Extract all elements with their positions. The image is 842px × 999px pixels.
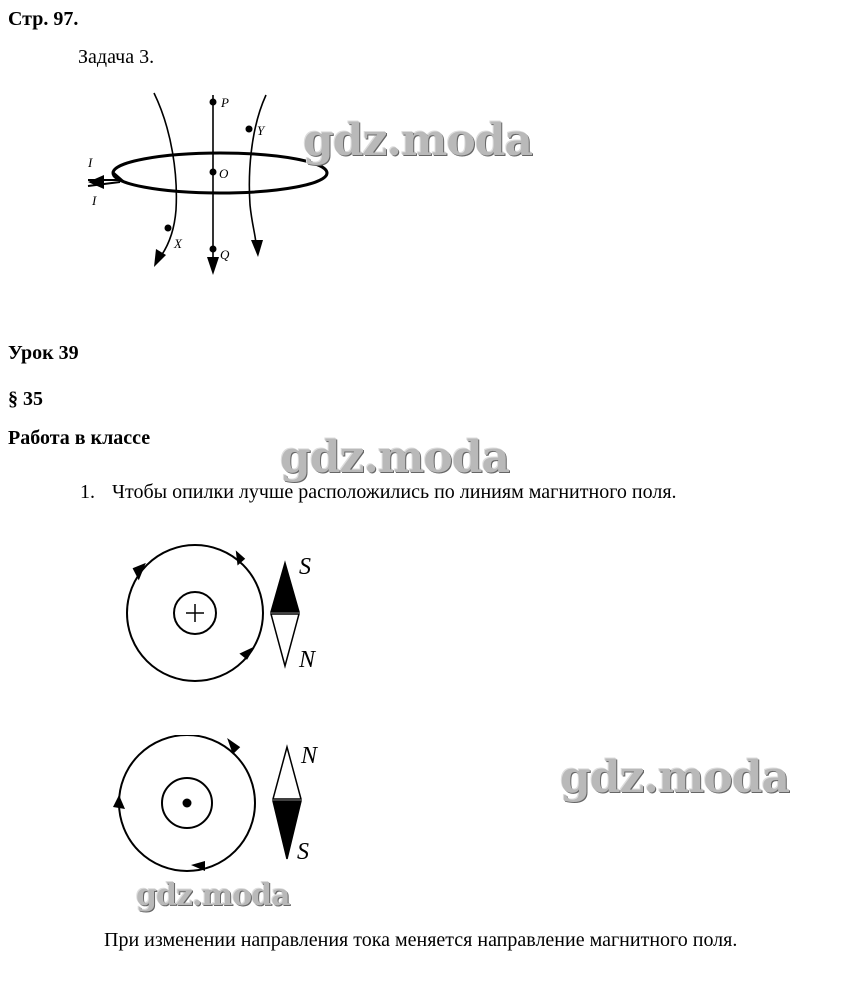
field-line-left — [154, 93, 176, 260]
label-o: O — [219, 166, 229, 181]
list-item-text: Чтобы опилки лучше расположились по линиям магнитного поля. — [112, 481, 677, 503]
label-current-top: I — [88, 155, 93, 170]
watermark: gdz.moda — [303, 115, 533, 166]
classwork-heading: Работа в классе — [8, 427, 151, 449]
arrow-icon — [238, 643, 254, 661]
list-item-number: 1. — [80, 481, 95, 503]
label-current-bottom: I — [92, 193, 97, 208]
point-q — [210, 246, 217, 253]
lesson-heading: Урок 39 — [8, 342, 79, 364]
compass-label-n: N — [301, 743, 318, 769]
conclusion-text: При изменении направления тока меняется направление магнитного поля. — [104, 929, 738, 951]
label-p: P — [221, 95, 229, 110]
field-into-page-figure — [115, 540, 340, 685]
field-out-of-page-figure — [105, 735, 340, 880]
compass-north-half — [271, 614, 299, 666]
compass-south-half — [271, 563, 299, 612]
watermark: gdz.moda — [280, 432, 510, 483]
point-o — [210, 169, 217, 176]
field-line-right — [249, 95, 266, 245]
point-x — [165, 225, 172, 232]
point-p — [210, 99, 217, 106]
current-loop-figure — [70, 85, 340, 285]
section-heading: § 35 — [8, 388, 43, 410]
point-y — [246, 126, 253, 133]
watermark: gdz.moda — [136, 878, 290, 913]
arrow-down-icon — [207, 257, 219, 275]
compass-label-s: S — [299, 554, 311, 580]
dot-icon — [183, 799, 192, 808]
arrow-icon — [88, 175, 104, 189]
compass-north-half — [273, 747, 301, 799]
compass-label-s: S — [297, 839, 309, 865]
arrow-down-icon — [251, 240, 263, 257]
label-x: X — [174, 236, 182, 251]
arrow-icon — [113, 795, 125, 809]
label-q: Q — [220, 247, 230, 262]
task-title: Задача 3. — [78, 46, 155, 68]
watermark: gdz.moda — [560, 752, 790, 803]
label-y: Y — [257, 123, 265, 138]
page-heading: Стр. 97. — [8, 8, 79, 30]
compass-label-n: N — [299, 647, 316, 673]
